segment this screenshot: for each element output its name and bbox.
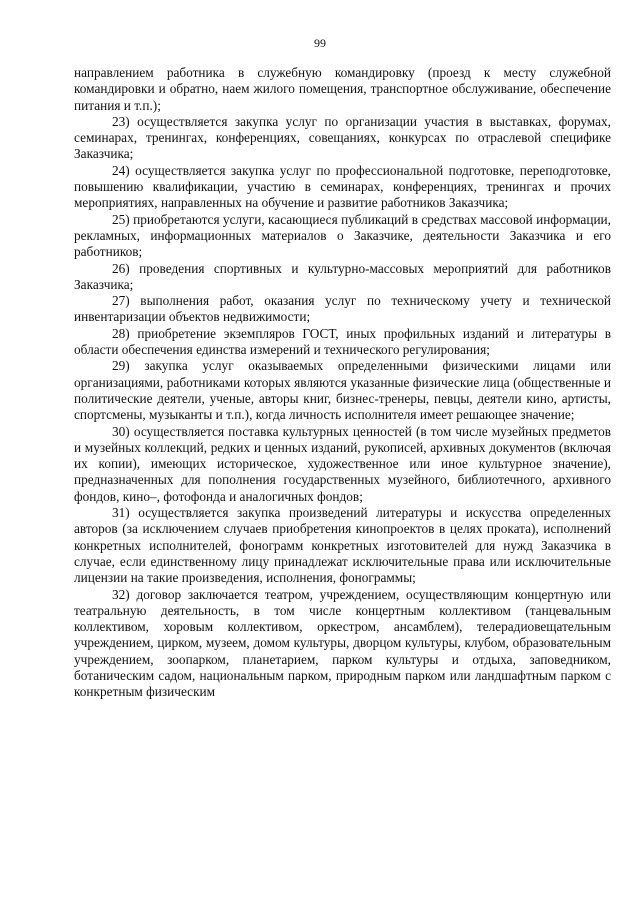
list-item-28: 28) приобретение экземпляров ГОСТ, иных профильных изданий и литературы в области обеспечения единства измерений и технического регулирования;: [74, 325, 611, 358]
list-item-25: 25) приобретаются услуги, касающиеся публикаций в средствах массовой информации, рекламных, информационных материалов о Заказчике, деятельности Заказчика и его работников;: [74, 211, 611, 260]
document-body: [74, 65, 611, 701]
list-item-24: 24) осуществляется закупка услуг по профессиональной подготовке, переподготовке, повышению квалификации, участию в семинарах, конференциях, тренингах и прочих мероприятиях, направленных на обучение и развитие работников Заказчика;: [74, 162, 611, 211]
list-item-30: 30) осуществляется поставка культурных ценностей (в том числе музейных предметов и музейных коллекций, редких и ценных изданий, рукописей, архивных документов (включая их копии), имеющих историческое, художественное или иное культурное значение), предназначенных для пополнения государственных музейного, библиотечного, архивного фондов, кино–, фотофонда и аналогичных фондов;: [74, 423, 611, 504]
list-item-23: 23) осуществляется закупка услуг по организации участия в выставках, форумах, семинарах, тренингах, конференциях, совещаниях, конкурсах по отраслевой специфике Заказчика;: [74, 113, 611, 162]
paragraph-continuation: направлением работника в служебную командировку (проезд к месту служебной командировки и обратно, наем жилого помещения, транспортное обслуживание, обеспечение питания и т.п.);: [74, 65, 611, 113]
list-item-27: 27) выполнения работ, оказания услуг по техническому учету и технической инвентаризации объектов недвижимости;: [74, 293, 611, 325]
list-item-29: 29) закупка услуг оказываемых определенными физическими лицами или организациями, работниками которых являются указанные физические лица (общественные и политические деятели, ученые, авторы книг, бизнес-тренеры, певцы, деятели кино, артисты, спортсмены, музыканты и т.п.), когда личность исполнителя имеет решающее значение;: [74, 358, 611, 423]
page-number: 99: [314, 36, 326, 50]
list-item-31: 31) осуществляется закупка произведений литературы и искусства определенных авторов (за исключением случаев приобретения кинопроектов в целях проката), исполнений конкретных исполнителей, фонограмм конкретных изготовителей для нужд Заказчика в случае, если единственному лицу принадлежат исключительные права или исключительные лицензии на такие произведения, исполнения, фонограммы;: [74, 505, 611, 586]
list-item-32: 32) договор заключается театром, учреждением, осуществляющим концертную или театральную деятельность, в том числе концертным коллективом (танцевальным коллективом, хоровым коллективом, оркестром, ансамблем), телерадиовещательным учреждением, цирком, музеем, домом культуры, дворцом культуры, клубом, образовательным учреждением, зоопарком, планетарием, парком культуры и отдыха, заповедником, ботаническим садом, национальным парком, природным парком или ландшафтным парком с конкретным физическим: [74, 586, 611, 700]
list-item-26: 26) проведения спортивных и культурно-массовых мероприятий для работников Заказчика;: [74, 260, 611, 292]
